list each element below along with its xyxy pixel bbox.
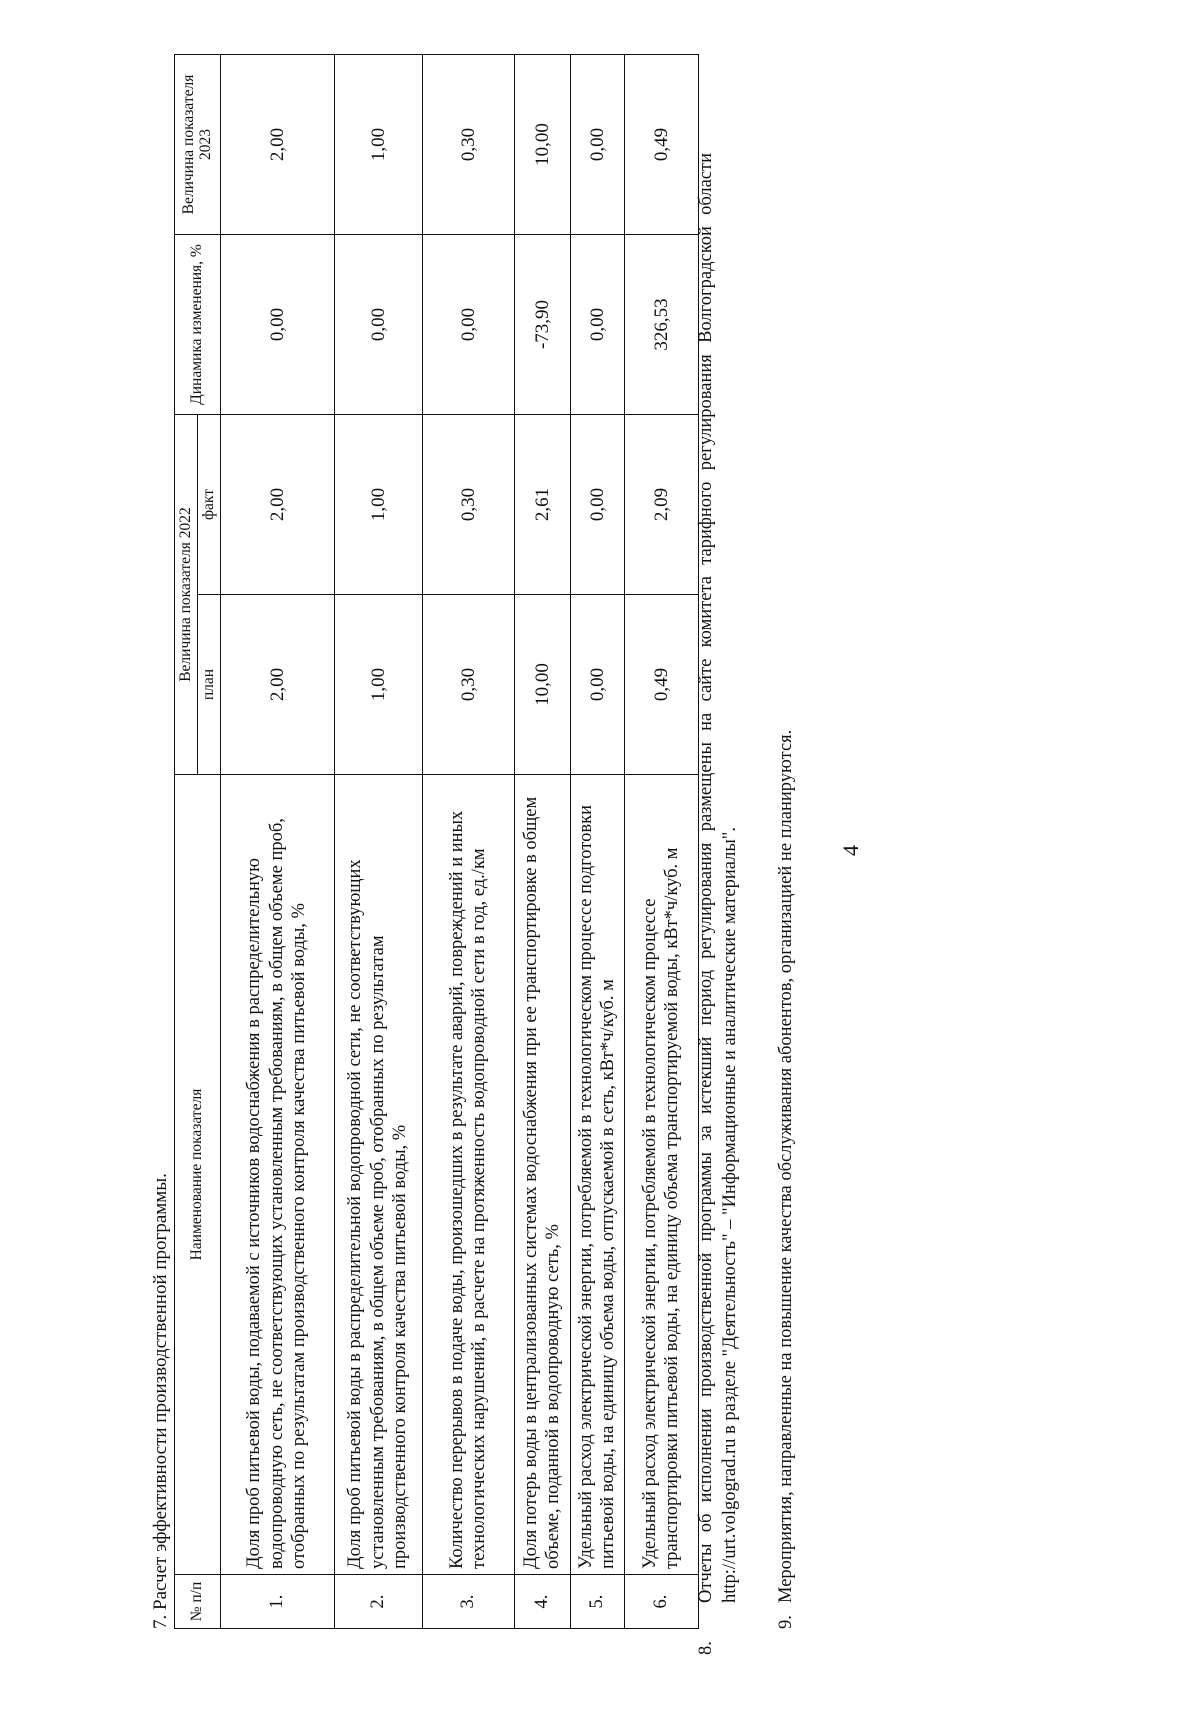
header-name: Наименование показателя xyxy=(175,775,221,1575)
row-number: 4. xyxy=(514,1575,570,1629)
row-fact-2022: 2,00 xyxy=(220,414,334,594)
table-row xyxy=(570,54,624,1628)
row-plan-2022: 0,30 xyxy=(422,595,514,775)
row-plan-2022: 2,00 xyxy=(220,595,334,775)
row-number: 6. xyxy=(624,1575,698,1629)
note-8-number: 8. xyxy=(696,1641,716,1655)
row-indicator-name: Удельный расход электрической энергии, потребляемой в технологическом процессе подготовки питьевой воды, на единицу объема воды, отпускаемой в сеть, кВт*ч/куб. м xyxy=(570,775,624,1575)
row-indicator-name: Доля проб питьевой воды, подаваемой с источников водоснабжения в распределительную водопроводную сеть, не соответствующих установленным требованиям, в общем объеме проб, отобранных по результатам производственного контроля качества питьевой воды, % xyxy=(220,775,334,1575)
row-fact-2022: 0,00 xyxy=(570,414,624,594)
row-number: 3. xyxy=(422,1575,514,1629)
header-num: № п/п xyxy=(175,1575,221,1629)
header-dynamics: Динамика изменения, % xyxy=(175,234,221,414)
row-indicator-name: Доля проб питьевой воды в распределительной водопроводной сети, не соответствующих установленным требованиям, в общем объеме проб, отобранных по результатам производственного контроля качества питьевой воды, % xyxy=(334,775,422,1575)
row-number: 5. xyxy=(570,1575,624,1629)
note-9-number: 9. xyxy=(776,1615,796,1629)
row-fact-2022: 2,61 xyxy=(514,414,570,594)
row-number: 2. xyxy=(334,1575,422,1629)
table-row xyxy=(220,54,334,1628)
header-plan: план xyxy=(197,595,220,775)
row-plan-2022: 1,00 xyxy=(334,595,422,775)
row-value-2023: 2,00 xyxy=(220,54,334,234)
note-8 xyxy=(694,153,743,1655)
row-dynamics: 0,00 xyxy=(334,234,422,414)
header-fact: факт xyxy=(197,414,220,594)
row-value-2023: 0,49 xyxy=(624,54,698,234)
row-fact-2022: 0,30 xyxy=(422,414,514,594)
row-indicator-name: Количество перерывов в подаче воды, произошедших в результате аварий, повреждений и иных технологических нарушений, в расчете на протяженность водопроводной сети в год, ед./км xyxy=(422,775,514,1575)
row-value-2023: 0,00 xyxy=(570,54,624,234)
row-indicator-name: Доля потерь воды в централизованных системах водоснабжения при ее транспортировке в общем объеме, поданной в водопроводную сеть, % xyxy=(514,775,570,1575)
row-value-2023: 0,30 xyxy=(422,54,514,234)
header-value-2022: Величина показателя 2022 xyxy=(175,414,198,774)
note-9 xyxy=(774,179,798,1629)
row-number: 1. xyxy=(220,1575,334,1629)
page-number: 4 xyxy=(838,845,863,856)
row-plan-2022: 0,00 xyxy=(570,595,624,775)
row-value-2023: 10,00 xyxy=(514,54,570,234)
row-dynamics: 0,00 xyxy=(570,234,624,414)
row-value-2023: 1,00 xyxy=(334,54,422,234)
row-dynamics: 0,00 xyxy=(220,234,334,414)
table-row xyxy=(334,54,422,1628)
table-header-row xyxy=(175,54,198,1628)
row-dynamics: 0,00 xyxy=(422,234,514,414)
header-value-2023: Величина показателя 2023 xyxy=(175,54,221,234)
table-row xyxy=(422,54,514,1628)
efficiency-table xyxy=(174,54,699,1629)
row-plan-2022: 0,49 xyxy=(624,595,698,775)
table-row xyxy=(514,54,570,1628)
row-fact-2022: 1,00 xyxy=(334,414,422,594)
row-fact-2022: 2,09 xyxy=(624,414,698,594)
row-dynamics: 326,53 xyxy=(624,234,698,414)
row-dynamics: -73,90 xyxy=(514,234,570,414)
row-indicator-name: Удельный расход электрической энергии, потребляемой в технологическом процессе транспортировки питьевой воды, на единицу объема транспортируемой воды, кВт*ч/куб. м xyxy=(624,775,698,1575)
note-9-text: Мероприятия, направленные на повышение качества обслуживания абонентов, организацией не планируются. xyxy=(776,729,796,1603)
note-8-text: Отчеты об исполнении производственной программы за истекший период регулирования размещены на сайте комитета тарифного регулирования Волгоградской области http://urt.volgograd.ru в разделе "Деятельность" – "Информационные и аналитические материалы". xyxy=(696,153,741,1603)
table-row xyxy=(624,54,698,1628)
section-title: 7. Расчет эффективности производственной программы. xyxy=(150,1173,171,1629)
row-plan-2022: 10,00 xyxy=(514,595,570,775)
